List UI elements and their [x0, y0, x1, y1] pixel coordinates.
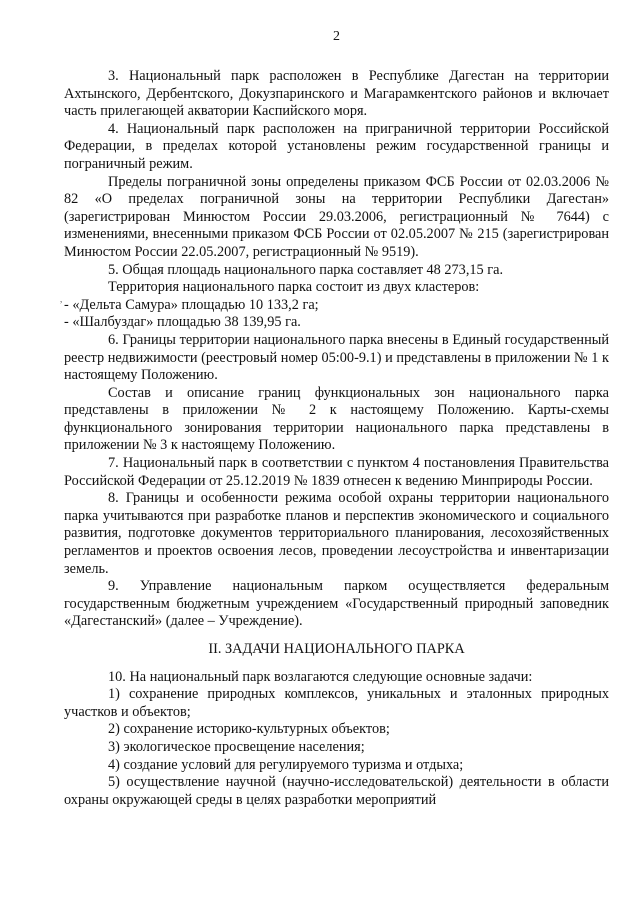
paragraph-clusters: Территория национального парка состоит из двух кластеров: [108, 279, 480, 296]
page-number: 2 [333, 29, 340, 44]
paragraph-zones: Состав и описание границ функциональных зон национального парка представлены в приложении № 2 к настоящему Положению. Карты-схемы функционального зонирования территории национального парка представлены в приложении № 3 к настоящему Положению. [64, 384, 609, 454]
paragraph-border-zone: Пределы пограничной зоны определены приказом ФСБ России от 02.03.2006 № 82 «О пределах пограничной зоны на территории Республики Дагестан» (зарегистрирован Минюстом России 29.03.2006, регистрационный № 7644) с изменениями, внесенными приказом ФСБ России от 02.05.2007 № 215 (зарегистрирован Минюстом России 22.05.2007, регистрационный № 9519). [64, 173, 609, 260]
task-item-3: 3) экологическое просвещение населения; [108, 738, 365, 755]
paragraph-7: 7. Национальный парк в соответствии с пунктом 4 постановления Правительства Российской Федерации от 25.12.2019 № 1839 отнесен к ведению Минприроды России. [64, 455, 609, 489]
task-item-2: 2) сохранение историко-культурных объектов; [108, 721, 390, 738]
paragraph-4: 4. Национальный парк расположен на приграничной территории Российской Федерации, в пределах которой установлены режим государственной границы и пограничный режим. [64, 120, 609, 172]
cluster-item-delta-samura: - «Дельта Самура» площадью 10 133,2 га; [64, 296, 319, 313]
task-item-1: 1) сохранение природных комплексов, уникальных и эталонных природных участков и объектов; [64, 686, 609, 720]
paragraph-10: 10. На национальный парк возлагаются следующие основные задачи: [108, 668, 533, 685]
task-item-5: 5) осуществление научной (научно-исследовательской) деятельности в области охраны окружающей среды в целях разработки мероприятий [64, 774, 609, 808]
paragraph-9: 9. Управление национальным парком осуществляется федеральным государственным бюджетным учреждением «Государственный природный заповедник «Дагестанский» (далее – Учреждение). [64, 578, 609, 630]
task-item-4: 4) создание условий для регулируемого туризма и отдыха; [108, 756, 464, 773]
scan-speck: , [60, 294, 63, 304]
paragraph-5: 5. Общая площадь национального парка составляет 48 273,15 га. [108, 261, 504, 278]
paragraph-6: 6. Границы территории национального парка внесены в Единый государственный реестр недвижимости (реестровый номер 05:00-9.1) и представлены в приложении № 1 к настоящему Положению. [64, 331, 609, 384]
cluster-item-shalbuzdag: - «Шалбуздаг» площадью 38 139,95 га. [64, 314, 301, 331]
document-page [64, 28, 609, 809]
paragraph-3: 3. Национальный парк расположен в Республике Дагестан на территории Ахтынского, Дербентского, Докузпаринского и Магарамкентского районов и включает часть прилегающей акватории Каспийского моря. [64, 68, 609, 120]
section-heading: II. ЗАДАЧИ НАЦИОНАЛЬНОГО ПАРКА [208, 641, 465, 657]
paragraph-8: 8. Границы и особенности режима особой охраны территории национального парка учитываются при разработке планов и перспектив экономического и социального развития, подготовке документов территориального планирования, лесохозяйственных регламентов и проектов освоения лесов, проведении лесоустройства и инвентаризации земель. [64, 490, 609, 577]
